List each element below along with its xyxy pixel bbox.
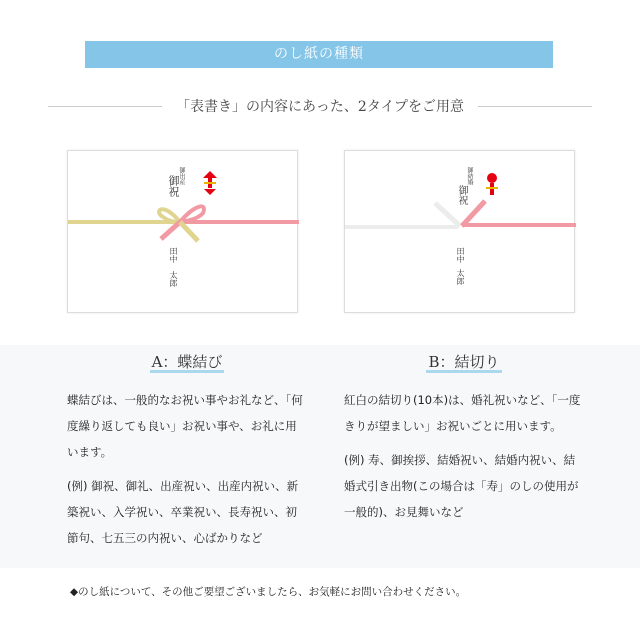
types-section: [0, 345, 640, 568]
type-b: [344, 345, 584, 525]
name-family: 田中: [169, 247, 178, 263]
type-b-desc: 紅白の結切り(10本)は、婚礼祝いなど、「一度きりが望ましい」お祝いごとに用います。: [344, 393, 581, 433]
omote-gaki: 御祝: [167, 175, 180, 197]
name-family: 田中: [456, 247, 465, 263]
type-b-examples: (例) 寿、御挨拶、結婚祝い、結婚内祝い、結婚式引き出物(この場合は「寿」のしの使用が一般的)、お見舞いなど: [344, 453, 579, 519]
section-title-banner: のし紙の種類: [85, 41, 553, 68]
omote-gaki: 御祝: [456, 185, 467, 205]
musubikiri-knot-icon: [345, 151, 576, 314]
type-a-examples: (例) 御祝、御礼、出産祝い、出産内祝い、新築祝い、入学祝い、卒業祝い、長寿祝い、初節句、七五三の内祝い、心ばかりなど: [67, 479, 299, 545]
type-a: [67, 345, 307, 551]
divider: [48, 106, 162, 107]
type-a-title: A：蝶結び: [151, 353, 223, 371]
name-given: 太郎: [169, 271, 178, 287]
noshi-ornament-icon: [203, 171, 217, 195]
name-given: 太郎: [456, 269, 465, 285]
footer-note: ◆のし紙について、その他ご要望ございましたら、お気軽にお問い合わせください。: [70, 586, 467, 598]
noshi-card-butterfly: [67, 150, 298, 313]
subtitle: 「表書き」の内容にあった、2タイプをご用意: [175, 99, 465, 115]
noshi-card-musubikiri: [344, 150, 575, 313]
subtitle-row: [48, 96, 592, 116]
omote-small: 御結婚: [466, 167, 473, 185]
type-b-title: B：結切り: [428, 353, 500, 371]
divider: [478, 106, 592, 107]
omote-small: 御出産: [178, 167, 185, 185]
noshi-ornament-icon: [486, 173, 498, 195]
type-a-desc: 蝶結びは、一般的なお祝い事やお礼など、「何度繰り返しても良い」お祝い事や、お礼に用います。: [67, 393, 303, 459]
